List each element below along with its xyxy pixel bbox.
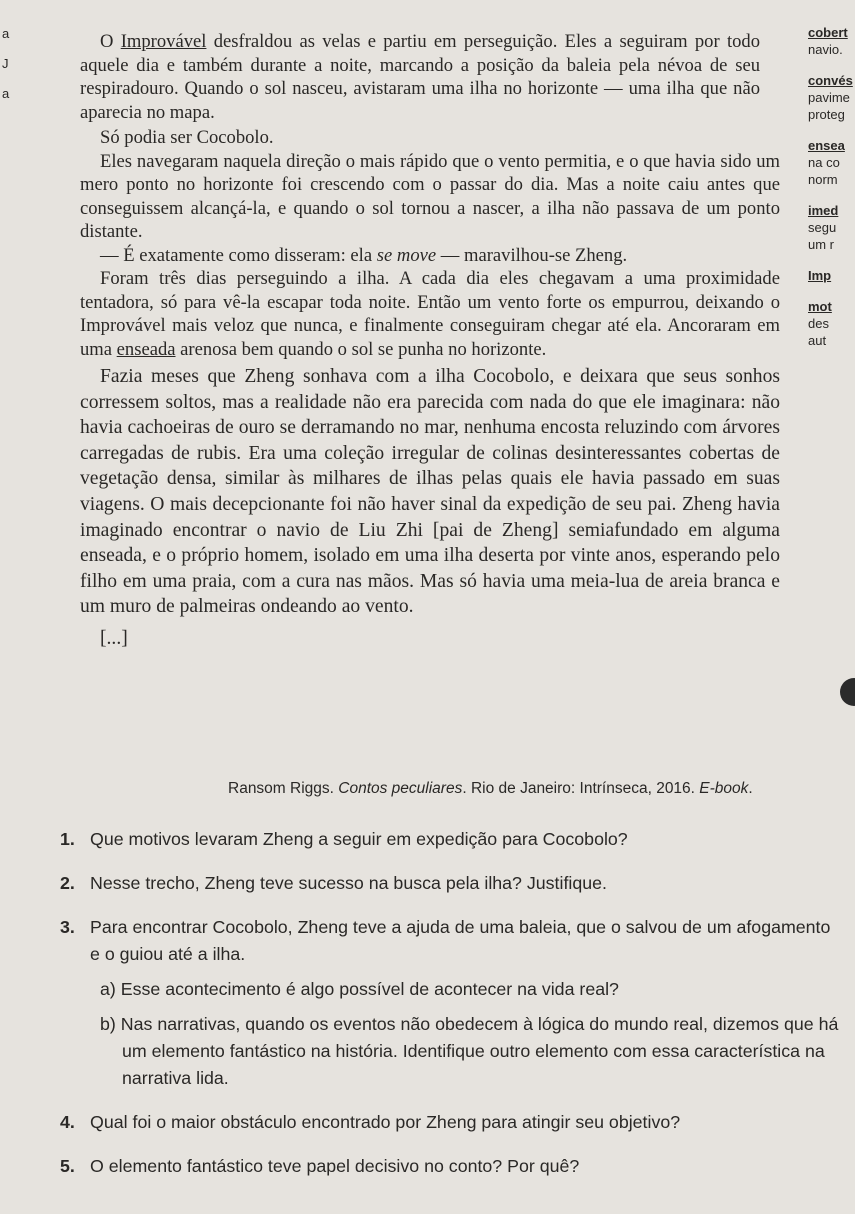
glossary-entry: convés — [808, 73, 853, 88]
edge-mark: J — [2, 56, 9, 71]
glossary-entry: segu — [808, 220, 837, 235]
question-4: 4. Qual foi o maior obstáculo encontrado por Zheng para atingir seu objetivo? — [60, 1112, 681, 1132]
story-paragraph: Foram três dias perseguindo a ilha. A cada dia eles chegavam a uma proximidade tentadora, só para vê-la escapar toda noite. Então um vento forte os empurrou, deixando o Improvável mais veloz que nunca, e finalmente conseguiram chegar até ela. Ancoraram em uma enseada arenosa bem quando o sol se punha no horizonte. — [80, 268, 780, 360]
glossary-entry: Imp — [808, 268, 832, 283]
story-excerpt — [80, 30, 780, 652]
edge-mark: a — [2, 86, 10, 101]
glossary-entry: ensea — [808, 138, 845, 153]
glossary-margin — [808, 24, 855, 349]
page-tab-marker — [840, 678, 855, 706]
story-paragraph: Só podia ser Cocobolo. — [100, 127, 274, 148]
glossary-entry: cobert — [808, 25, 848, 40]
story-paragraph: — É exatamente como disseram: ela se move — maravilhou-se Zheng. — [100, 244, 628, 266]
glossary-entry: aut — [808, 333, 827, 348]
glossary-entry: um r — [808, 237, 834, 252]
glossary-entry: des — [808, 316, 829, 331]
glossary-entry: na co — [808, 155, 840, 170]
glossary-entry: navio. — [808, 42, 843, 57]
story-ellipsis: [...] — [100, 627, 128, 649]
edge-mark: a — [2, 26, 10, 41]
question-1: 1. Que motivos levaram Zheng a seguir em expedição para Cocobolo? — [60, 829, 628, 849]
glossary-entry: proteg — [808, 107, 845, 122]
story-paragraph: Fazia meses que Zheng sonhava com a ilha Cocobolo, e deixara que seus sonhos corressem soltos, mas a realidade não era parecida com nada do que ele imaginara: não havia cachoeiras de ouro se derramando no mar, nenhuma encosta reluzindo com árvores carregadas de rubis. Era uma coleção irregular de colinas desinteressantes cobertas de vegetação densa, similar às milhares de ilhas pelas quais ele havia passado em suas viagens. O mais decepcionante foi não haver sinal da expedição de seu pai. Zheng havia imaginado encontrar o navio de Liu Zhi [pai de Zheng] semiafundado em alguma enseada, e o próprio homem, isolado em uma ilha deserta por vinte anos, esperando pelo filho em uma praia, com a cura nas mãos. Mas só havia uma meia-lua de areia branca e um muro de palmeiras ondeando ao vento. — [80, 366, 780, 618]
glossary-entry: norm — [808, 172, 838, 187]
underlined-word: Improvável — [120, 31, 207, 52]
question-3b: b) Nas narrativas, quando os eventos não obedecem à lógica do mundo real, dizemos que há um elemento fantástico na história. Identifique outro elemento com essa característica na narrativa lida. — [100, 1014, 839, 1088]
question-3a: a) Esse acontecimento é algo possível de acontecer na vida real? — [100, 979, 619, 999]
story-paragraph: O Improvável desfraldou as velas e partiu em perseguição. Eles a seguiram por todo aquele dia e também durante a noite, marcando a posição da baleia pela névoa de seu respiradouro. Quando o sol nasceu, avistaram uma ilha no horizonte — uma ilha que não aparecia no mapa. — [80, 31, 761, 123]
source-citation: Ransom Riggs. Contos peculiares. Rio de Janeiro: Intrínseca, 2016. E-book. — [228, 780, 753, 797]
glossary-entry: pavime — [808, 90, 850, 105]
questions-list — [40, 826, 845, 1197]
glossary-entry: mot — [808, 299, 832, 314]
story-paragraph: Eles navegaram naquela direção o mais rápido que o vento permitia, e o que havia sido um mero ponto no horizonte foi crescendo com o passar do dia. Mas a noite caiu antes que conseguissem alcançá-la, e quando o sol tornou a nascer, a ilha não passava de um ponto distante. — [80, 150, 780, 242]
glossary-entry: imed — [808, 203, 839, 218]
question-3: 3. Para encontrar Cocobolo, Zheng teve a ajuda de uma baleia, que o salvou de um afogamento e o guiou até a ilha. — [60, 917, 831, 964]
question-2: 2. Nesse trecho, Zheng teve sucesso na busca pela ilha? Justifique. — [60, 873, 607, 893]
emphasis: se move — [376, 244, 437, 266]
question-5: 5. O elemento fantástico teve papel decisivo no conto? Por quê? — [60, 1156, 580, 1176]
underlined-word: enseada — [116, 338, 176, 360]
